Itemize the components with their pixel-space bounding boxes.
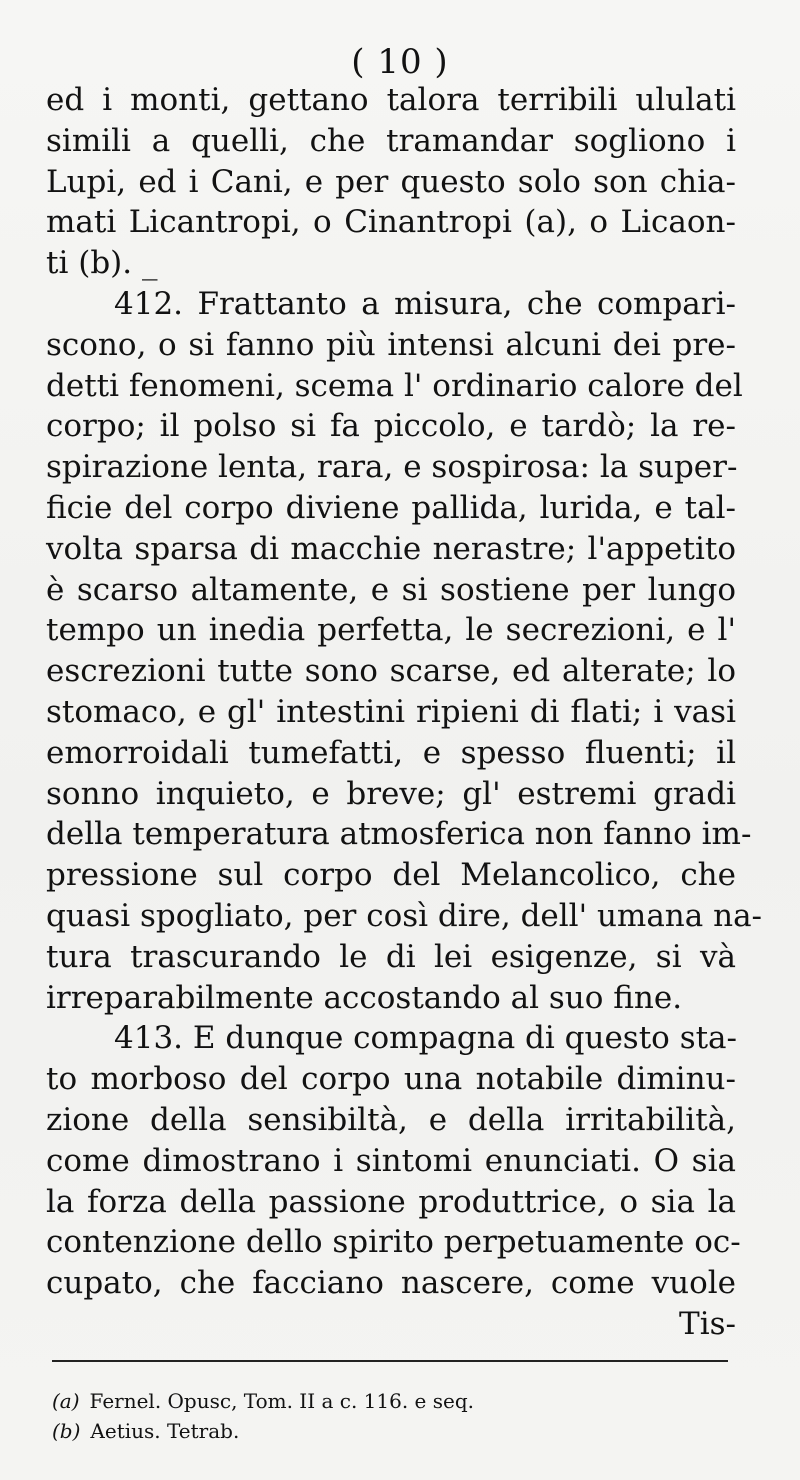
text-line: scono, o si fanno più intensi alcuni dei pre-: [46, 326, 736, 363]
text-line: pressione sul corpo del Melancolico, che: [46, 857, 736, 894]
body-text: [46, 80, 763, 1345]
text-line: detti fenomeni, scema l' ordinario calore del: [46, 367, 743, 404]
footnote-mark: (b): [52, 1419, 81, 1443]
text-line: simili a quelli, che tramandar sogliono i: [46, 122, 736, 159]
paragraph-413-start: 413. E dunque compagna di questo sta-: [114, 1020, 738, 1057]
text-line: ti (b). _: [46, 245, 158, 282]
text-line: Lupi, ed i Cani, e per questo solo son chia-: [46, 163, 736, 200]
text-line: della temperatura atmosferica non fanno im-: [46, 816, 752, 853]
text-line: contenzione dello spirito perpetuamente oc-: [46, 1224, 741, 1261]
text-line: emorroidali tumefatti, e spesso fluenti; il: [46, 734, 736, 771]
text-line: ed i monti, gettano talora terribili ululati: [46, 82, 736, 118]
text-line: zione della sensibiltà, e della irritabilità,: [46, 1101, 736, 1138]
text-line: volta sparsa di macchie nerastre; l'appetito: [46, 530, 736, 567]
page-number: ( 10 ): [351, 42, 449, 82]
text-line: come dimostrano i sintomi enunciati. O sia: [46, 1142, 736, 1179]
text-line: mati Licantropi, o Cinantropi (a), o Licaon-: [46, 204, 736, 241]
text-line: tempo un inedia perfetta, le secrezioni, e l': [46, 612, 736, 649]
text-line: sonno inquieto, e breve; gl' estremi gradi: [46, 775, 736, 812]
text-line: stomaco, e gl' intestini ripieni di flati; i vasi: [46, 693, 736, 730]
footnote-a: [52, 1386, 728, 1416]
text-line: to morboso del corpo una notabile diminu-: [46, 1061, 736, 1098]
text-line: irreparabilmente accostando al suo fine.: [46, 979, 683, 1016]
footnotes: [52, 1386, 728, 1446]
text-line: escrezioni tutte sono scarse, ed alterate; lo: [46, 653, 736, 690]
text-line: la forza della passione produttrice, o sia la: [46, 1183, 736, 1220]
text-line: corpo; il polso si fa piccolo, e tardò; la re-: [46, 408, 736, 445]
text-line: cupato, che facciano nascere, come vuole: [46, 1265, 736, 1302]
footnote-mark: (a): [52, 1389, 80, 1413]
footnote-rule: [52, 1360, 728, 1362]
text-line: ficie del corpo diviene pallida, lurida, e tal-: [46, 489, 736, 526]
footnote-b: [52, 1416, 728, 1446]
text-line: spirazione lenta, rara, e sospirosa: la super-: [46, 449, 738, 486]
text-line: tura trascurando le di lei esigenze, si và: [46, 938, 736, 975]
footnote-text: Fernel. Opusc, Tom. II a c. 116. e seq.: [89, 1389, 475, 1413]
text-line: quasi spogliato, per così dire, dell' umana na-: [46, 897, 763, 934]
paragraph-412-start: 412. Frattanto a misura, che compari-: [114, 285, 736, 322]
footnote-text: Aetius. Tetrab.: [90, 1419, 240, 1443]
text-line: è scarso altamente, e si sostiene per lungo: [46, 571, 736, 608]
catchword: Tis-: [679, 1305, 736, 1342]
